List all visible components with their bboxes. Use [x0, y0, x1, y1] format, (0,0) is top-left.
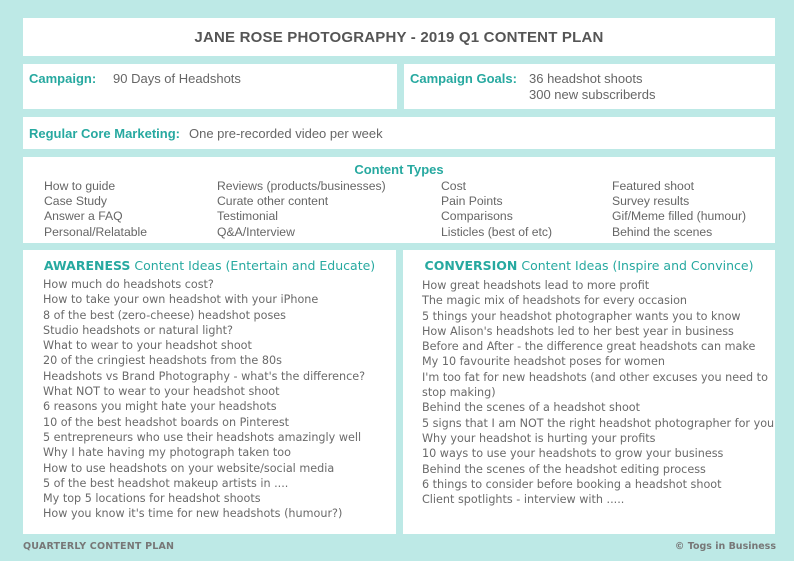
idea-item: Behind the scenes of the headshot editing process [422, 462, 706, 476]
campaign-label: Campaign: [29, 71, 97, 86]
content-types-title: Content Types [354, 162, 444, 177]
content-types-column [217, 179, 386, 240]
goal-item: 300 new subscriberds [529, 86, 656, 102]
idea-item: 6 reasons you might hate your headshots [43, 400, 277, 414]
conversion-panel [403, 250, 775, 534]
idea-item: How you know it's time for new headshots (humour?) [43, 507, 343, 521]
idea-item: 5 of the best headshot makeup artists in .... [43, 476, 289, 490]
copyright: © Togs in Business [674, 541, 776, 552]
content-type-item: Gif/Meme filled (humour) [612, 209, 747, 224]
awareness-title-bold: AWARENESS [43, 258, 131, 273]
content-type-item: Answer a FAQ [44, 209, 123, 224]
awareness-title-rest: Content Ideas (Entertain and Educate) [130, 258, 376, 273]
idea-item: 10 ways to use your headshots to grow your business [422, 447, 724, 461]
content-type-item: Curate other content [217, 194, 329, 209]
idea-item: 5 signs that I am NOT the right headshot photographer for you [422, 416, 775, 430]
conversion-title-rest: Content Ideas (Inspire and Convince) [517, 258, 754, 273]
idea-item: Why your headshot is hurting your profits [422, 431, 656, 445]
idea-item: My 10 favourite headshot poses for women [422, 355, 665, 369]
idea-item: How great headshots lead to more profit [422, 279, 650, 292]
content-type-item: Q&A/Interview [217, 224, 295, 239]
content-type-item: How to guide [44, 179, 116, 193]
idea-item: What NOT to wear to your headshot shoot [43, 385, 280, 399]
idea-item: 10 of the best headshot boards on Pinterest [43, 415, 290, 429]
content-type-item: Survey results [612, 194, 690, 209]
idea-item: The magic mix of headshots for every occasion [422, 294, 687, 308]
content-type-item: Comparisons [441, 209, 513, 224]
campaign-goals-values [529, 71, 655, 109]
page-title: JANE ROSE PHOTOGRAPHY - 2019 Q1 CONTENT PLAN [194, 28, 604, 46]
conversion-title [403, 258, 775, 273]
idea-item: 20 of the cringiest headshots from the 80s [43, 354, 282, 368]
campaign-goals-panel [404, 64, 775, 109]
idea-item: My top 5 locations for headshot shoots [43, 492, 261, 506]
content-type-item: Testimonial [217, 209, 278, 224]
campaign-value: 90 Days of Headshots [113, 71, 241, 86]
core-marketing-label: Regular Core Marketing: [29, 125, 180, 141]
content-types-column [44, 179, 147, 240]
idea-item: Why I hate having my photograph taken too [43, 446, 291, 460]
content-type-item: Behind the scenes [612, 224, 713, 239]
idea-item: How to use headshots on your website/social media [43, 461, 335, 475]
idea-item: 5 things your headshot photographer wants you to know [422, 309, 741, 323]
title-panel [23, 18, 775, 56]
content-types-panel [23, 157, 775, 243]
content-type-item: Pain Points [441, 194, 503, 209]
core-marketing-panel [23, 117, 775, 149]
idea-item: How to take your own headshot with your iPhone [43, 293, 319, 307]
idea-item: Before and After - the difference great headshots can make [422, 340, 756, 354]
awareness-panel [23, 250, 396, 534]
campaign-panel [23, 64, 397, 109]
content-type-item: Personal/Relatable [44, 224, 147, 239]
idea-item: Behind the scenes of a headshot shoot [422, 401, 641, 415]
conversion-list [403, 278, 775, 507]
idea-item: Headshots vs Brand Photography - what's the difference? [43, 369, 366, 383]
content-type-item: Featured shoot [612, 179, 694, 193]
content-types-column [441, 179, 552, 240]
idea-item: 5 entrepreneurs who use their headshots amazingly well [43, 430, 362, 444]
idea-item: How Alison's headshots led to her best year in business [422, 324, 734, 338]
idea-item: I'm too fat for new headshots (and other excuses you need to stop making) [422, 370, 768, 400]
idea-item: What to wear to your headshot shoot [43, 339, 252, 353]
footer-label: QUARTERLY CONTENT PLAN [23, 541, 175, 552]
idea-item: 8 of the best (zero-cheese) headshot poses [43, 308, 287, 322]
content-types-column [612, 179, 746, 240]
awareness-list [23, 277, 396, 522]
content-type-item: Reviews (products/businesses) [217, 179, 386, 193]
core-marketing-value: One pre-recorded video per week [188, 125, 383, 141]
content-type-item: Cost [441, 179, 467, 193]
content-type-item: Case Study [44, 194, 108, 209]
campaign-goals-label: Campaign Goals: [410, 71, 517, 86]
idea-item: 6 things to consider before booking a headshot shoot [422, 477, 722, 491]
awareness-title [23, 258, 396, 273]
goal-item: 36 headshot shoots [529, 71, 643, 86]
idea-item: Studio headshots or natural light? [43, 323, 233, 337]
idea-item: How much do headshots cost? [43, 278, 214, 291]
content-type-item: Listicles (best of etc) [441, 224, 553, 239]
idea-item: Client spotlights - interview with ..... [422, 493, 625, 507]
conversion-title-bold: CONVERSION [424, 258, 518, 273]
